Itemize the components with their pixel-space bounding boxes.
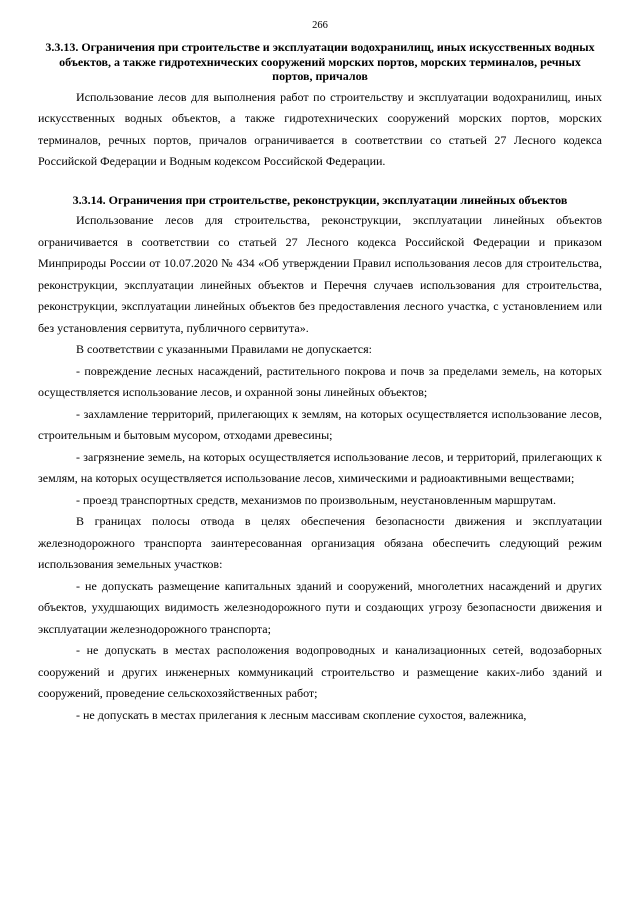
railway-zone-item: - не допускать размещение капитальных зданий и сооружений, многолетних насаждений и других объектов, ухудшающих видимость железнодорожного пути и создающих угрозу безопасности движения и эксплуатации железнодорожного транспорта; bbox=[38, 578, 602, 636]
page-content bbox=[38, 40, 602, 726]
section-heading-3-3-13: 3.3.13. Ограничения при строительстве и эксплуатации водохранилищ, иных искусственных водных объектов, а также гидротехнических сооружений морских портов, морских терминалов, речных портов, причалов bbox=[45, 40, 595, 83]
section-body-3-3-13: Использование лесов для выполнения работ по строительству и эксплуатации водохранилищ, иных искусственных водных объектов, а также гидротехнических сооружений морских портов, морских терминалов, речных портов, причалов ограничивается в соответствии со статьей 27 Лесного кодекса Российской Федерации и Водным кодексом Российской Федерации. bbox=[38, 89, 602, 168]
section-body-3-3-14: Использование лесов для строительства, реконструкции, эксплуатации линейных объектов ограничивается в соответствии со статьей 27 Лесного кодекса Российской Федерации и приказом Минприроды России от 10.07.2020 № 434 «Об утверждении Правил использования лесов для строительства, реконструкции, эксплуатации линейных объектов и Перечня случаев использования для строительства, реконструкции, эксплуатации линейных объектов без предоставления лесного участка, с установлением или без установления сервитута, публичного сервитута». bbox=[38, 213, 602, 335]
railway-zone-intro: В границах полосы отвода в целях обеспечения безопасности движения и эксплуатации железнодорожного транспорта заинтересованная организация обязана обеспечить следующий режим использования земельных участков: bbox=[38, 514, 602, 571]
prohibited-item: - загрязнение земель, на которых осуществляется использование лесов, и территорий, прилегающих к землям, на которых осуществляется использование лесов, химическими и радиоактивными веществами; bbox=[38, 449, 602, 485]
prohibited-item: - повреждение лесных насаждений, растительного покрова и почв за пределами земель, на которых осуществляется использование лесов, и охранной зоны линейных объектов; bbox=[38, 363, 602, 399]
railway-zone-item: - не допускать в местах прилегания к лесным массивам скопление сухостоя, валежника, bbox=[76, 707, 527, 722]
section-heading-3-3-14: 3.3.14. Ограничения при строительстве, реконструкции, эксплуатации линейных объектов bbox=[72, 192, 568, 207]
prohibited-item: - проезд транспортных средств, механизмов по произвольным, неустановленным маршрутам. bbox=[76, 492, 556, 507]
prohibited-item: - захламление территорий, прилегающих к землям, на которых осуществляется использование лесов, строительным и бытовым мусором, отходами древесины; bbox=[38, 406, 602, 442]
page-number: 266 bbox=[312, 20, 328, 31]
railway-zone-item: - не допускать в местах расположения водопроводных и канализационных сетей, водозаборных сооружений и других инженерных коммуникаций строительство и размещение каких-либо зданий и сооружений, проведение сельскохозяйственных работ; bbox=[38, 643, 602, 700]
prohibited-intro: В соответствии с указанными Правилами не допускается: bbox=[76, 342, 372, 356]
